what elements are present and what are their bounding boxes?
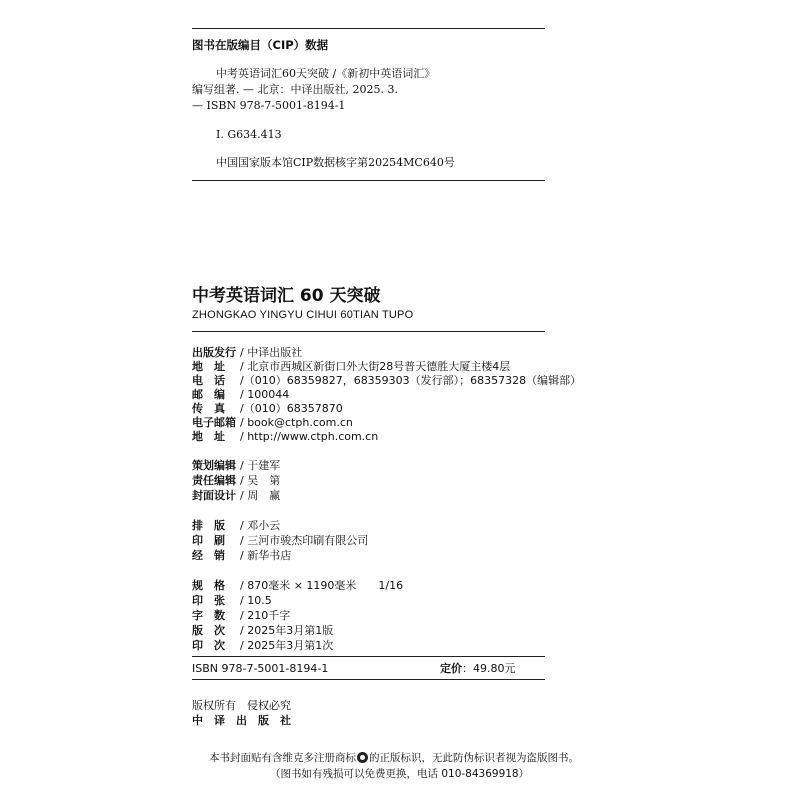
cip-header: 图书在版编目（CIP）数据 <box>192 38 329 52</box>
fax-row <box>192 402 343 416</box>
publisher-name-spaced: 中 译 出 版 社 <box>192 714 291 727</box>
edition-row <box>192 624 333 638</box>
cip-line-1: 中考英语词汇60天突破 /《新初中英语词汇》 <box>216 67 436 80</box>
cip-bottom-rule <box>192 180 545 181</box>
row-value: / 三河市骏杰印刷有限公司 <box>240 534 369 547</box>
row-label: 责任编辑 <box>192 474 236 487</box>
row-label: 策划编辑 <box>192 459 236 472</box>
price-value: ：49.80元 <box>462 662 516 675</box>
row-label: 地 址 <box>192 360 225 373</box>
sheets-row <box>192 594 272 608</box>
row-value: / http://www.ctph.com.cn <box>240 430 379 443</box>
anti-counterfeit-notice <box>209 752 579 765</box>
row-label: 规 格 <box>192 579 225 592</box>
notice-text-b: 的正版标识，无此防伪标识者视为盗版图书。 <box>369 752 579 764</box>
title-rule <box>192 331 545 332</box>
planning-editor-row <box>192 459 280 473</box>
row-label: 邮 编 <box>192 388 225 401</box>
row-value: / 新华书店 <box>240 549 292 562</box>
printer-row <box>192 534 368 548</box>
row-label: 封面设计 <box>192 489 236 502</box>
cover-design-row <box>192 489 280 503</box>
cip-line-3: — ISBN 978-7-5001-8194-1 <box>192 99 346 112</box>
row-value: / 2025年3月第1版 <box>240 624 334 637</box>
row-label: 印 次 <box>192 639 225 652</box>
row-label: 经 销 <box>192 549 225 562</box>
cip-line-2: 编写组著. — 北京：中译出版社, 2025. 3. <box>192 83 398 96</box>
book-title: 中考英语词汇 60 天突破 <box>192 286 381 306</box>
format-row <box>192 579 403 593</box>
email-row <box>192 416 353 430</box>
cip-record-number: 中国国家版本馆CIP数据核字第20254MC640号 <box>216 156 455 169</box>
notice-text-a: 本书封面贴有含维克多注册商标 <box>209 752 356 764</box>
isbn-top-rule <box>192 656 545 657</box>
row-label: 传 真 <box>192 402 225 415</box>
row-value: / 100044 <box>240 388 290 401</box>
address-row <box>192 360 510 374</box>
price-label: 定价 <box>440 662 462 675</box>
row-value: / 北京市西城区新街口外大街28号普天德胜大厦主楼4层 <box>240 360 511 373</box>
row-value: / 870毫米 × 1190毫米 1/16 <box>240 579 404 592</box>
postcode-row <box>192 388 289 402</box>
replacement-notice: （图书如有残损可以免费更换，电话 010-84369918） <box>270 768 530 780</box>
typesetting-row <box>192 519 280 533</box>
row-value: / 于建军 <box>240 459 281 472</box>
word-count-row <box>192 609 290 623</box>
isbn-bottom-rule <box>192 679 545 680</box>
row-value: / 中译出版社 <box>240 346 303 359</box>
cip-top-rule <box>192 28 545 29</box>
trademark-seal-icon <box>357 752 368 763</box>
row-value: /（010）68359827，68359303（发行部）；68357328（编辑部） <box>240 374 582 387</box>
cip-classification: Ⅰ. G634.413 <box>216 128 282 141</box>
responsible-editor-row <box>192 474 280 488</box>
printing-row <box>192 639 333 653</box>
distributor-row <box>192 549 291 563</box>
row-value: / 周 赢 <box>240 489 281 502</box>
row-label: 地 址 <box>192 430 225 443</box>
book-title-pinyin: ZHONGKAO YINGYU CIHUI 60TIAN TUPO <box>192 309 414 321</box>
row-label: 版 次 <box>192 624 225 637</box>
row-value: /（010）68357870 <box>240 402 343 415</box>
row-value: / 吴 第 <box>240 474 281 487</box>
row-value: / book@ctph.com.cn <box>240 416 353 429</box>
row-label: 印 刷 <box>192 534 225 547</box>
row-label: 字 数 <box>192 609 225 622</box>
website-row <box>192 430 378 444</box>
row-value: / 邓小云 <box>240 519 281 532</box>
row-label: 印 张 <box>192 594 225 607</box>
publisher-row <box>192 346 302 360</box>
row-value: / 210千字 <box>240 609 291 622</box>
row-value: / 2025年3月第1次 <box>240 639 334 652</box>
phone-row <box>192 374 581 388</box>
price <box>440 662 516 675</box>
row-label: 电子邮箱 <box>192 416 236 429</box>
row-label: 排 版 <box>192 519 225 532</box>
rights-statement: 版权所有 侵权必究 <box>192 699 291 712</box>
isbn-number: ISBN 978-7-5001-8194-1 <box>192 662 329 675</box>
row-value: / 10.5 <box>240 594 272 607</box>
row-label: 电 话 <box>192 374 225 387</box>
row-label: 出版发行 <box>192 346 236 359</box>
